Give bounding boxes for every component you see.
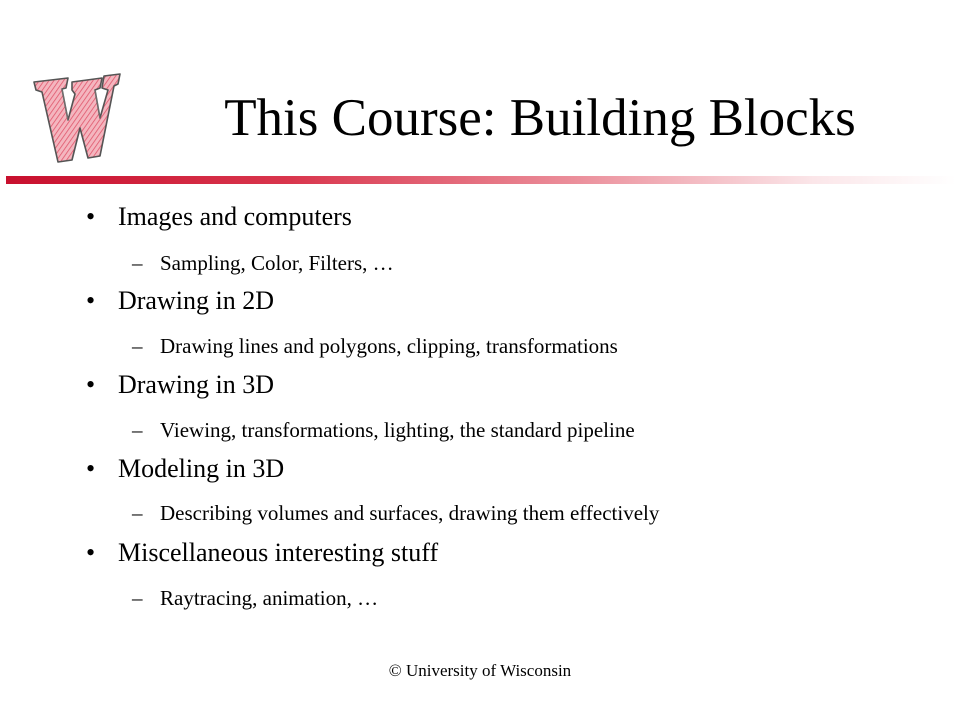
footer-copyright: © University of Wisconsin: [388, 661, 572, 680]
sub-bullet-glyph: –: [132, 251, 143, 275]
bullet-item: [86, 285, 274, 317]
sub-bullet-text: Raytracing, animation, …: [160, 586, 379, 610]
bullet-glyph: •: [86, 454, 96, 483]
bullet-text: Drawing in 3D: [118, 370, 274, 399]
sub-bullet-glyph: –: [132, 501, 143, 525]
bullet-item: [86, 201, 352, 233]
sub-bullet-text: Sampling, Color, Filters, …: [160, 251, 394, 275]
bullet-text: Drawing in 2D: [118, 286, 274, 315]
sub-bullet-item: [132, 584, 378, 612]
sub-bullet-item: [132, 332, 618, 360]
bullet-item: [86, 453, 284, 485]
sub-bullet-item: [132, 249, 394, 277]
bullet-glyph: •: [86, 202, 96, 231]
bullet-item: [86, 537, 438, 569]
bullet-item: [86, 369, 274, 401]
sub-bullet-text: Drawing lines and polygons, clipping, transformations: [160, 334, 618, 358]
bullet-text: Modeling in 3D: [118, 454, 285, 483]
bullet-text: Miscellaneous interesting stuff: [118, 538, 439, 567]
slide-title: This Course: Building Blocks: [224, 89, 856, 147]
sub-bullet-text: Viewing, transformations, lighting, the standard pipeline: [160, 418, 635, 442]
sub-bullet-glyph: –: [132, 586, 143, 610]
bullet-glyph: •: [86, 538, 96, 567]
sub-bullet-glyph: –: [132, 334, 143, 358]
sub-bullet-text: Describing volumes and surfaces, drawing them effectively: [160, 501, 660, 525]
sub-bullet-item: [132, 416, 635, 444]
sub-bullet-glyph: –: [132, 418, 143, 442]
bullet-glyph: •: [86, 370, 96, 399]
sub-bullet-item: [132, 499, 659, 527]
bullet-text: Images and computers: [118, 202, 352, 231]
bullet-glyph: •: [86, 286, 96, 315]
